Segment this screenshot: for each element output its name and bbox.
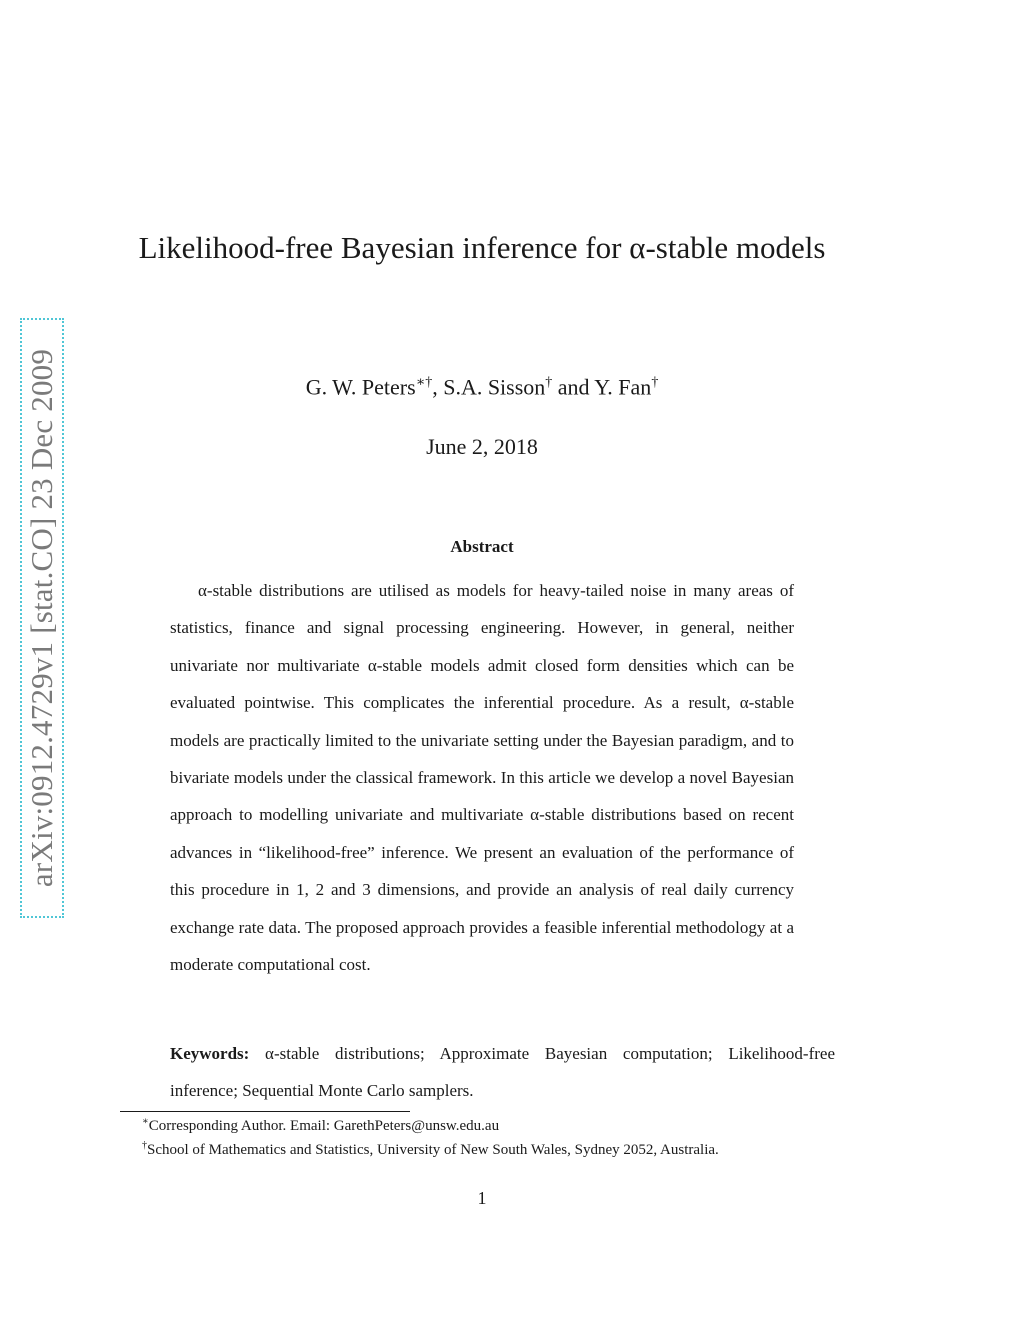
abstract-body: α-stable distributions are utilised as models for heavy-tailed noise in many areas of statistics, finance and signal processing engineering. However, in general, neither univariate nor multivariate α-stable models admit closed form densities which can be evaluated pointwise. This complicates the inferential procedure. As a result, α-stable models are practically limited to the univariate setting under the Bayesian paradigm, and to bivariate models under the classical framework. In this article we develop a novel Bayesian approach to modelling univariate and multivariate α-stable distributions based on recent advances in “likelihood-free” inference. We present an evaluation of the performance of this procedure in 1, 2 and 3 dimensions, and provide an analysis of real daily currency exchange rate data. The proposed approach provides a feasible inferential methodology at a moderate computational cost.	[170, 581, 794, 975]
footnote-mark: ∗	[142, 1116, 149, 1127]
footnote-text: School of Mathematics and Statistics, University of New South Wales, Sydney 2052, Australia.	[147, 1142, 719, 1158]
keywords-text: α-stable distributions; Approximate Bayesian computation; Likelihood-free inference; Sequential Monte Carlo samplers.	[170, 1044, 835, 1101]
author-sisson-marks: †	[545, 375, 553, 390]
keywords-label: Keywords:	[170, 1044, 250, 1063]
author-list	[120, 374, 844, 400]
arxiv-identifier-text: arXiv:0912.4729v1 [stat.CO] 23 Dec 2009	[24, 348, 59, 888]
paper-title: Likelihood-free Bayesian inference for α-stable models	[138, 230, 826, 265]
footnote-affiliation	[142, 1140, 719, 1159]
author-fan-marks: †	[651, 375, 659, 390]
footnote-corresponding-author	[142, 1116, 499, 1135]
arxiv-identifier-stamp[interactable]	[20, 318, 64, 918]
abstract-heading: Abstract	[450, 537, 514, 556]
author-peters-marks: ∗†	[415, 375, 433, 390]
author-sisson: S.A. Sisson	[443, 374, 546, 400]
footnote-mark: †	[142, 1140, 147, 1151]
paper-date: June 2, 2018	[426, 434, 538, 459]
keywords	[170, 1035, 835, 1110]
author-peters: G. W. Peters	[305, 374, 416, 400]
page-number: 1	[477, 1188, 487, 1208]
author-fan: Y. Fan	[594, 374, 652, 400]
footnote-text: Corresponding Author. Email: GarethPeters@unsw.edu.au	[148, 1118, 500, 1134]
author-separator: ,	[432, 374, 444, 400]
footnote-divider	[120, 1111, 410, 1112]
author-separator: and	[552, 374, 595, 400]
